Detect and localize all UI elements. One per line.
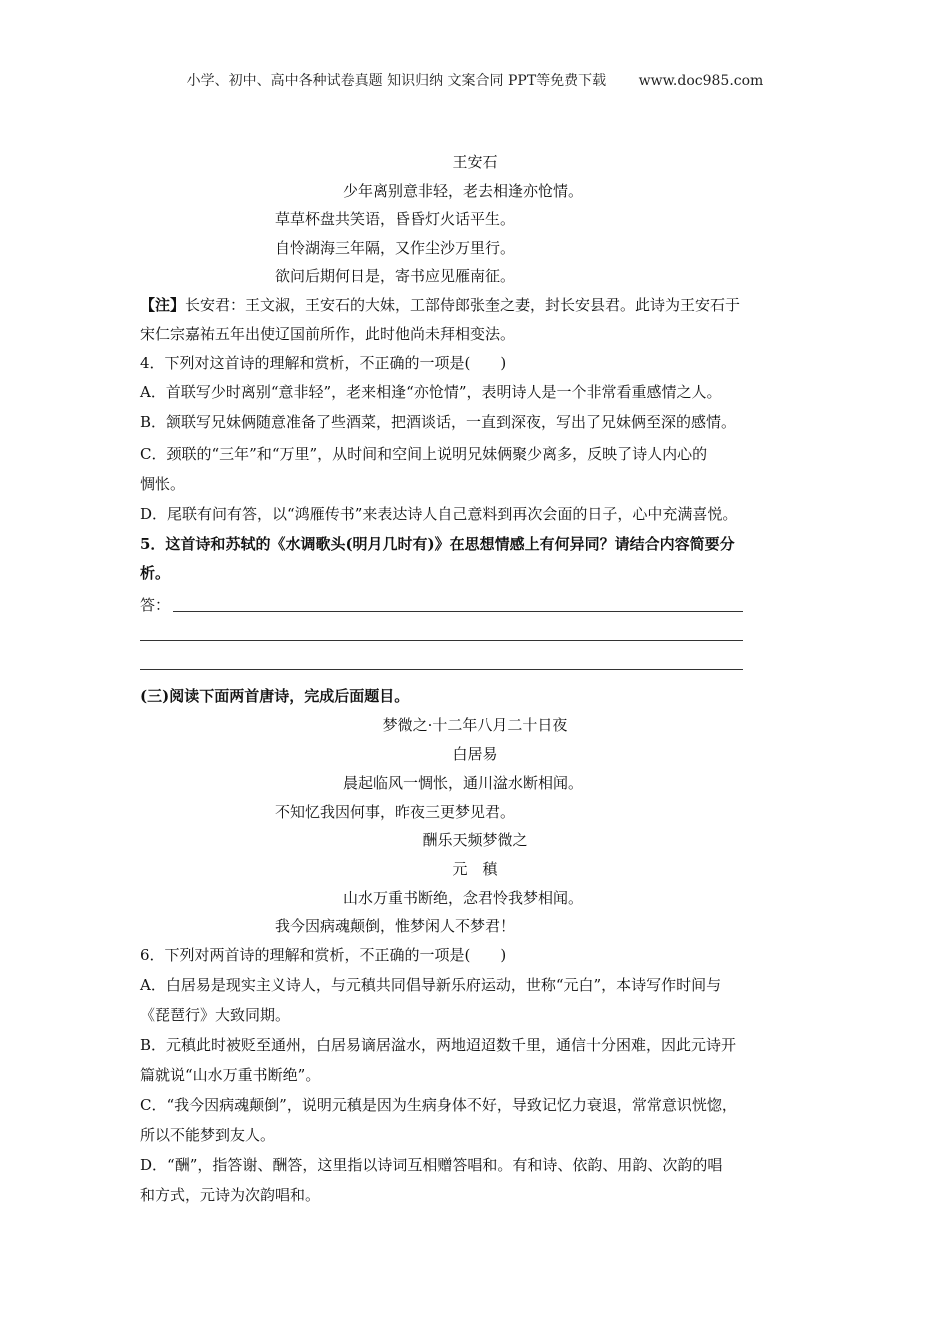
q5-stem-1: 5．这首诗和苏轼的《水调歌头(明月几时有)》在思想情感上有何异同？请结合内容简要分	[140, 535, 735, 553]
note-label: 【注】	[140, 296, 186, 314]
poem1-line-1: 少年离别意非轻，老去相逢亦怆情。	[343, 182, 584, 200]
answer-line-2[interactable]	[140, 640, 743, 641]
poem1-author: 王安石	[452, 153, 498, 171]
q6-option-a-cont: 《琵琶行》大致同期。	[140, 1006, 291, 1024]
poemA-line-2: 不知忆我因何事，昨夜三更梦见君。	[275, 803, 516, 821]
q6-option-a: A．白居易是现实主义诗人，与元稹共同倡导新乐府运动，世称“元白”，本诗写作时间与	[140, 976, 722, 994]
header-url[interactable]: www.doc985.com	[638, 73, 764, 89]
section3-title: (三)阅读下面两首唐诗，完成后面题目。	[140, 687, 410, 705]
poemB-line-1: 山水万重书断绝，念君怜我梦相闻。	[343, 889, 584, 907]
poem1-line-2: 草草杯盘共笑语，昏昏灯火话平生。	[275, 210, 516, 228]
poemB-line-2: 我今因病魂颠倒，惟梦闲人不梦君！	[275, 917, 516, 935]
note-line-1: 长安君：王文淑，王安石的大妹，工部侍郎张奎之妻，封长安县君。此诗为王安石于	[185, 296, 741, 314]
q6-option-d-cont: 和方式，元诗为次韵唱和。	[140, 1186, 321, 1204]
note-line-2: 宋仁宗嘉祐五年出使辽国前所作，此时他尚未拜相变法。	[140, 325, 516, 343]
q6-stem: 6．下列对两首诗的理解和赏析，不正确的一项是( )	[140, 946, 507, 964]
poemB-title: 酬乐天频梦微之	[422, 831, 528, 849]
q4-stem: 4．下列对这首诗的理解和赏析，不正确的一项是( )	[140, 354, 507, 372]
poemA-title: 梦微之·十二年八月二十日夜	[382, 716, 568, 734]
q4-option-a: A．首联写少时离别“意非轻”，老来相逢“亦怆情”，表明诗人是一个非常看重感情之人。	[140, 383, 722, 401]
poemA-line-1: 晨起临风一惆怅，通川湓水断相闻。	[343, 774, 584, 792]
q6-option-d: D．“酬”，指答谢、酬答，这里指以诗词互相赠答唱和。有和诗、依韵、用韵、次韵的唱	[140, 1156, 723, 1174]
poem1-line-3: 自怜湖海三年隔，又作尘沙万里行。	[275, 239, 516, 257]
q4-option-c: C．颈联的“三年”和“万里”，从时间和空间上说明兄妹俩聚少离多，反映了诗人内心的	[140, 445, 708, 463]
answer-line-3[interactable]	[140, 669, 743, 670]
q4-option-c-cont: 惆怅。	[140, 475, 186, 493]
poemA-author: 白居易	[452, 745, 498, 763]
q4-option-d: D．尾联有问有答，以“鸿雁传书”来表达诗人自己意料到再次会面的日子，心中充满喜悦。	[140, 505, 738, 523]
q6-option-b: B．元稹此时被贬至通州，白居易谪居湓水，两地迢迢数千里，通信十分困难，因此元诗开	[140, 1036, 737, 1054]
q5-answer-label: 答：	[140, 596, 171, 614]
page-header	[0, 70, 950, 90]
q6-option-c: C．“我今因病魂颠倒”，说明元稹是因为生病身体不好，导致记忆力衰退，常常意识恍惚，	[140, 1096, 737, 1114]
q5-stem-2: 析。	[140, 564, 171, 582]
answer-line-1[interactable]	[173, 611, 743, 612]
poem1-note	[140, 294, 740, 316]
poemB-author: 元 稹	[452, 860, 498, 878]
header-text: 小学、初中、高中各种试卷真题 知识归纳 文案合同 PPT等免费下载	[186, 73, 607, 89]
q6-option-c-cont: 所以不能梦到友人。	[140, 1126, 276, 1144]
q6-option-b-cont: 篇就说“山水万重书断绝”。	[140, 1066, 321, 1084]
q4-option-b: B．颔联写兄妹俩随意准备了些酒菜，把酒谈话，一直到深夜，写出了兄妹俩至深的感情。	[140, 413, 737, 431]
poem1-line-4: 欲问后期何日是，寄书应见雁南征。	[275, 267, 516, 285]
